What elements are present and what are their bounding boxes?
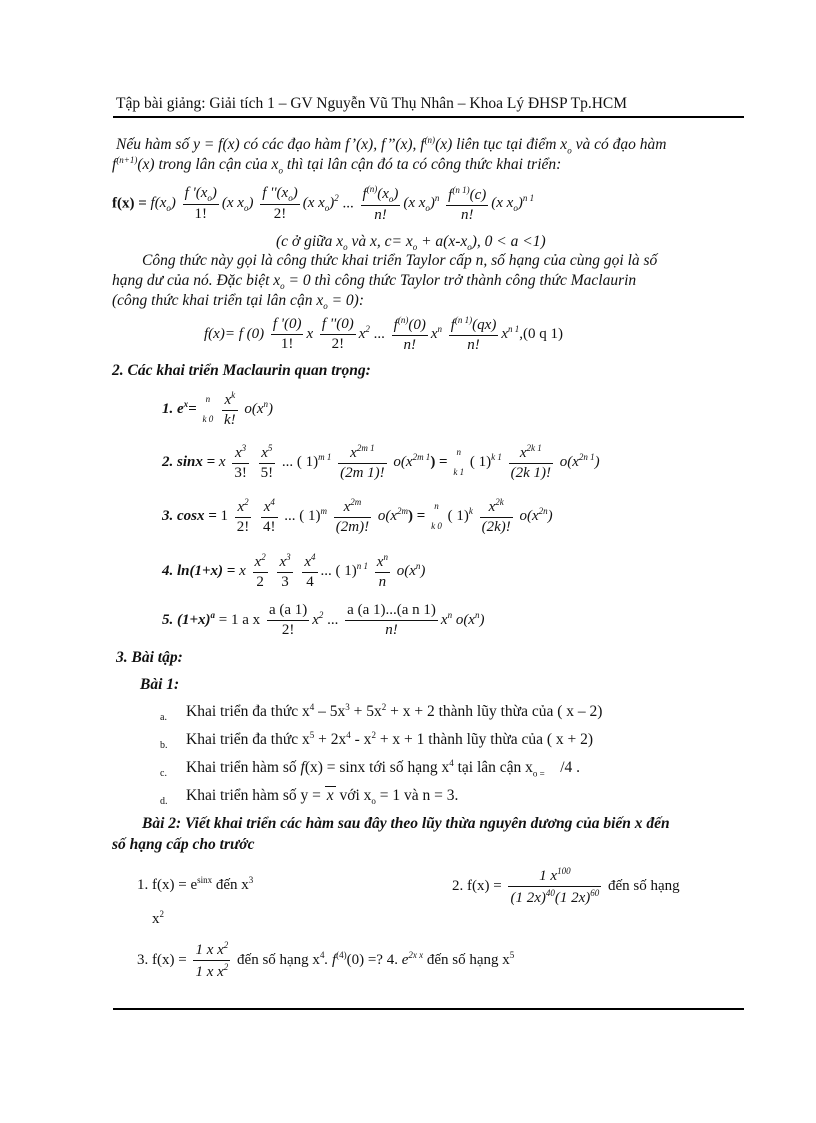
exponent: (n 1) bbox=[452, 184, 470, 195]
paren: ) bbox=[517, 195, 523, 212]
frac-num: 1 x x bbox=[195, 942, 224, 958]
binomial-label: 5. (1+x) bbox=[162, 611, 211, 628]
para2-line-2 bbox=[112, 272, 636, 292]
exponent: 2 bbox=[223, 962, 229, 972]
frac-den: n bbox=[378, 574, 387, 590]
frac-num: (0) bbox=[408, 317, 426, 333]
sqrt-arg: x bbox=[326, 787, 334, 804]
maclaurin-formula bbox=[204, 315, 563, 354]
remainder: o(x bbox=[519, 507, 539, 524]
intro-text: Nếu hàm số y = f(x) có các đạo hàm f’(x), f’’(x), f bbox=[116, 136, 425, 154]
exponent: n 1 bbox=[356, 560, 369, 571]
exponent: n bbox=[383, 552, 388, 562]
exercise-3-4 bbox=[137, 940, 514, 981]
term-tail: (x x bbox=[491, 195, 514, 212]
paren: ) bbox=[170, 195, 176, 212]
exponent: (n 1) bbox=[454, 315, 473, 325]
sum-top: n bbox=[205, 393, 211, 404]
frac-den: 3 bbox=[281, 574, 289, 590]
sub-o: o bbox=[324, 203, 330, 214]
term-tail: (x x bbox=[403, 195, 426, 212]
frac-den: 1 x x bbox=[195, 964, 224, 980]
note-text: + a(x-x bbox=[417, 233, 468, 250]
exponent: 60 bbox=[590, 888, 600, 898]
exponent: 2 bbox=[244, 497, 249, 507]
exponent: (n) bbox=[397, 315, 409, 325]
exponent: n bbox=[415, 560, 421, 571]
item-c-label: c. bbox=[160, 768, 167, 779]
intro-text: và có đạo hàm bbox=[571, 136, 667, 154]
ellipsis: ... bbox=[320, 562, 332, 579]
exponent: a bbox=[210, 609, 216, 620]
sum-symbol bbox=[431, 502, 442, 532]
sub-o: o bbox=[467, 242, 472, 253]
frac-num: f ''(x bbox=[262, 185, 289, 201]
sin-term-1 bbox=[232, 443, 249, 482]
frac-num: x bbox=[224, 392, 232, 408]
ln-term-2 bbox=[277, 552, 292, 591]
taylor-term-n bbox=[361, 184, 401, 224]
exponent: n bbox=[447, 609, 453, 620]
exponent: (n) bbox=[366, 184, 378, 194]
bai-2-line-1: Bài 2: Viết khai triển các hàm sau đây theo lũy thừa nguyên dương của biến x đến bbox=[142, 815, 670, 832]
binomial-term-2 bbox=[267, 602, 309, 639]
taylor-term-2 bbox=[260, 185, 300, 223]
sub-o: o bbox=[288, 193, 293, 203]
ellipsis: ... bbox=[342, 195, 354, 212]
const-one: 1 bbox=[220, 507, 229, 524]
frac-den: 2! bbox=[236, 519, 250, 535]
sign: ( 1) bbox=[335, 562, 357, 579]
exponent: 2k bbox=[495, 497, 504, 507]
frac-num: x bbox=[261, 445, 268, 461]
ex2-text: đến số hạng bbox=[608, 877, 680, 894]
paren: ) bbox=[248, 195, 254, 212]
exponent: m 1 bbox=[318, 451, 332, 462]
ex1-text: đến x bbox=[212, 877, 249, 893]
sqrt-x bbox=[325, 786, 336, 806]
exponent: 4 bbox=[270, 497, 275, 507]
ellipsis: ... bbox=[281, 453, 294, 470]
item-d-label: d. bbox=[160, 796, 168, 807]
maclaurin-lhs: f(x)= bbox=[204, 325, 235, 342]
frac-num: x bbox=[343, 499, 351, 515]
expansion-exp bbox=[162, 390, 273, 429]
footer-rule bbox=[113, 1008, 744, 1010]
frac-den: 2! bbox=[331, 336, 345, 352]
expansion-cos bbox=[162, 497, 553, 536]
remainder: o(x bbox=[455, 611, 475, 628]
exponent: 100 bbox=[557, 866, 571, 876]
frac-num: x bbox=[350, 445, 357, 461]
bai-2-line-2: số hạng cấp cho trước bbox=[112, 836, 255, 853]
para2-line-1: Công thức này gọi là công thức khai triển Taylor cấp n, số hạng của cùng gọi là số bbox=[142, 252, 658, 269]
frac-num: f bbox=[448, 186, 453, 203]
intro-text: (x) liên tục tại điểm x bbox=[435, 136, 568, 154]
item-c-text: Khai triển hàm số f(x) = sinx tới số hạng $x^4$ tại lân cận $x_{o =}$ /4 . bbox=[186, 758, 581, 779]
exponent: 2m bbox=[397, 505, 409, 516]
sub-o: o bbox=[280, 281, 285, 292]
exponent: 3 bbox=[286, 552, 291, 562]
sub-o: o bbox=[166, 203, 171, 214]
item-a-label: a. bbox=[160, 712, 167, 723]
remainder: o(x bbox=[393, 453, 413, 470]
frac-num: x bbox=[263, 499, 271, 515]
exponent: sinx bbox=[197, 875, 213, 885]
sum-top: n bbox=[456, 446, 461, 457]
frac-num: x bbox=[376, 554, 384, 570]
exponent: k bbox=[468, 505, 473, 516]
sign: ( 1) bbox=[299, 507, 321, 524]
paren: ) bbox=[268, 400, 274, 417]
var-x: x bbox=[306, 325, 314, 342]
frac-den: 2 bbox=[256, 574, 264, 590]
frac-num: a (a 1)...(a n 1) bbox=[345, 602, 438, 621]
exponent: m bbox=[320, 505, 328, 516]
exponent: (4) bbox=[336, 949, 347, 960]
remainder: o(x bbox=[396, 562, 416, 579]
item-b-label: b. bbox=[160, 740, 168, 751]
sub-o: o bbox=[513, 203, 518, 214]
sub-o: o bbox=[343, 242, 348, 253]
exponent: 2 bbox=[261, 552, 266, 562]
frac-den: 4 bbox=[306, 574, 314, 590]
term-tail: (x x bbox=[221, 195, 244, 212]
frac-num: x bbox=[237, 499, 245, 515]
ellipsis: ... bbox=[327, 611, 339, 628]
exp-label: 1. e bbox=[162, 400, 184, 417]
taylor-lhs: f(x) = bbox=[112, 195, 147, 212]
exponent: 4 bbox=[311, 552, 316, 562]
intro-sup: (n+1) bbox=[116, 155, 138, 165]
equals: = 1 bbox=[218, 611, 239, 628]
frac-num: x bbox=[254, 554, 262, 570]
paren: ) bbox=[393, 186, 399, 202]
cos-label: 3. cosx = bbox=[162, 507, 217, 524]
exp-term bbox=[222, 390, 238, 429]
sub-o: o bbox=[323, 301, 328, 312]
cos-term-1 bbox=[235, 497, 252, 536]
frac-num: f bbox=[393, 317, 398, 333]
maclaurin-term-n bbox=[392, 315, 428, 354]
expansion-ln bbox=[162, 552, 425, 591]
ex3-text: đến số hạng x bbox=[237, 951, 320, 968]
frac-den: n! bbox=[374, 207, 387, 223]
exponent: 2m 1 bbox=[412, 451, 431, 462]
frac-num: x bbox=[519, 445, 527, 461]
exponent: 4 bbox=[319, 949, 325, 960]
exponent: 2m bbox=[350, 497, 362, 507]
frac-den: (2k)! bbox=[481, 519, 511, 535]
frac-den: 1! bbox=[280, 336, 294, 352]
frac-num: x bbox=[488, 499, 496, 515]
remainder: o(x bbox=[377, 507, 398, 524]
frac-num: x bbox=[304, 554, 312, 570]
frac-num: a (a 1) bbox=[267, 602, 309, 621]
maclaurin-f0: f (0) bbox=[238, 325, 265, 342]
exponent: n 1 bbox=[508, 323, 520, 334]
page-header: Tập bài giảng: Giải tích 1 – GV Nguyễn Vũ Thụ Nhân – Khoa Lý ĐHSP Tp.HCM bbox=[116, 95, 628, 112]
frac-den: n! bbox=[467, 337, 480, 353]
frac-num: (c) bbox=[469, 186, 487, 203]
sub-o: o bbox=[243, 203, 249, 214]
paren: ) bbox=[211, 185, 217, 201]
para-text: (công thức khai triển tại lân cận x bbox=[112, 292, 324, 309]
frac-den: (2m 1)! bbox=[340, 465, 385, 481]
var-x: x bbox=[312, 611, 319, 628]
frac-den: (2k 1)! bbox=[510, 465, 552, 481]
item-b-text: Khai triển đa thức $x^5 + 2x^4 - x^2 + x + 1$ thành lũy thừa của ( x + 2) bbox=[186, 730, 594, 749]
frac-den: 5! bbox=[260, 465, 274, 481]
ellipsis: ... bbox=[373, 325, 385, 342]
sign: ( 1) bbox=[469, 453, 492, 470]
ln-label: 4. ln(1+x) = bbox=[162, 562, 236, 579]
maclaurin-remainder bbox=[449, 315, 499, 354]
exponent: 2 bbox=[159, 909, 164, 919]
exponent: n bbox=[437, 323, 442, 334]
exponent: 5 bbox=[267, 443, 273, 453]
intro-sub: o bbox=[278, 165, 283, 176]
para-text: hạng dư của nó. Đặc biệt x bbox=[112, 272, 281, 289]
frac-den: (1 2x) bbox=[554, 890, 591, 906]
exponent: 2x x bbox=[408, 949, 424, 960]
ex3-text: (0) =? 4. bbox=[346, 951, 398, 968]
cos-term-m bbox=[334, 497, 371, 536]
term-tail: (x x bbox=[302, 195, 325, 212]
frac-den: 2! bbox=[273, 206, 287, 222]
paren: ) bbox=[420, 562, 426, 579]
sum-bottom: k 1 bbox=[453, 466, 465, 477]
term-ax: a x bbox=[242, 611, 261, 628]
sum-bottom: k 0 bbox=[431, 520, 442, 531]
sub-o: o bbox=[388, 194, 394, 204]
paren: ) bbox=[547, 507, 553, 524]
frac-num: x bbox=[234, 445, 242, 461]
exponent: 2 bbox=[318, 609, 324, 620]
frac-den: 2! bbox=[281, 622, 295, 638]
sub-o: o bbox=[207, 193, 212, 203]
equals: ) = bbox=[408, 507, 426, 524]
paren: ) bbox=[292, 185, 298, 201]
sin-term-m bbox=[338, 443, 387, 482]
para-text: = 0 thì công thức Taylor trở thành công thức Maclaurin bbox=[284, 272, 637, 289]
frac-num: f ''(0) bbox=[320, 316, 356, 335]
intro-text: thì tại lân cận đó ta có công thức khai triển: bbox=[282, 156, 562, 174]
sub-o: o bbox=[412, 242, 418, 253]
exponent: n 1 bbox=[522, 193, 535, 204]
exponent: n bbox=[434, 193, 440, 204]
exponent: 40 bbox=[545, 888, 555, 898]
var-x: x bbox=[501, 325, 508, 342]
intro-sub: o bbox=[567, 145, 572, 156]
ex1-text: 1. f(x) = e bbox=[137, 877, 198, 893]
exponent: 2 bbox=[365, 323, 370, 334]
var-x: x bbox=[218, 453, 226, 470]
var-x: x bbox=[239, 562, 246, 579]
exponent: 2n 1 bbox=[578, 451, 595, 462]
bai-1-title: Bài 1: bbox=[140, 676, 180, 693]
sign: ( 1) bbox=[296, 453, 319, 470]
frac-den: (2m)! bbox=[335, 519, 370, 535]
ln-term-3 bbox=[302, 552, 317, 591]
exercise-1 bbox=[137, 875, 253, 894]
note-text: và x, c= x bbox=[347, 233, 413, 250]
exponent: x bbox=[183, 398, 189, 409]
frac-den: n! bbox=[403, 337, 416, 353]
exponent: 3 bbox=[248, 875, 254, 885]
frac-den: k! bbox=[223, 412, 236, 428]
var-x: x bbox=[430, 325, 438, 342]
binomial-term-n bbox=[345, 602, 438, 639]
taylor-remainder bbox=[446, 185, 488, 224]
sum-symbol bbox=[202, 395, 213, 425]
exercise-2-wrap bbox=[152, 909, 164, 928]
frac-num: (qx) bbox=[472, 317, 497, 333]
cos-term-k bbox=[480, 497, 513, 536]
intro-text: f bbox=[112, 156, 117, 174]
frac-num: f '(x bbox=[184, 185, 208, 201]
section-3-title: 3. Bài tập: bbox=[116, 649, 183, 666]
frac-num: (x bbox=[377, 186, 389, 202]
equals: = bbox=[188, 400, 197, 417]
ex4-text: đến số hạng x bbox=[423, 951, 510, 968]
ex3-fraction bbox=[193, 940, 230, 981]
exponent: 2m 1 bbox=[356, 443, 375, 453]
sin-term-k bbox=[509, 443, 553, 482]
c-note bbox=[276, 233, 546, 253]
sin-term-2 bbox=[259, 443, 276, 482]
exponent: 2 bbox=[334, 193, 339, 204]
taylor-term-1 bbox=[183, 185, 219, 223]
remainder: o(x bbox=[559, 453, 579, 470]
frac-num: f bbox=[450, 317, 455, 333]
exponent: k 1 bbox=[491, 451, 502, 462]
sum-symbol bbox=[453, 448, 464, 478]
paren: ) bbox=[329, 195, 335, 212]
sum-bottom: k 0 bbox=[202, 413, 214, 424]
para-text: = 0): bbox=[327, 292, 364, 309]
sign: ( 1) bbox=[447, 507, 469, 524]
ln-term-1 bbox=[253, 552, 268, 591]
paren: ) bbox=[429, 195, 435, 212]
frac-num: 1 x bbox=[539, 868, 558, 884]
paren: ) bbox=[479, 611, 485, 628]
sum-top: n bbox=[434, 500, 439, 511]
cos-term-2 bbox=[261, 497, 278, 536]
frac-den: n! bbox=[385, 622, 398, 638]
expansion-sin bbox=[162, 443, 600, 482]
ex2-text: 2. f(x) = bbox=[452, 877, 502, 894]
paren: ) bbox=[594, 453, 600, 470]
exponent: 2n bbox=[538, 505, 548, 516]
item-a-text: Khai triển đa thức $x^4 - 5x^3 + 5x^2 + x + 2$ thành lũy thừa của ( x – 2) bbox=[186, 702, 603, 721]
frac-den: n! bbox=[460, 206, 474, 223]
header-rule bbox=[113, 116, 744, 118]
sub-o: o bbox=[425, 203, 430, 214]
expansion-binomial bbox=[162, 602, 484, 639]
var-x: x bbox=[440, 611, 448, 628]
taylor-f0: f(x bbox=[150, 195, 167, 212]
note-text: ), 0 < a <1) bbox=[471, 233, 546, 250]
exponent: 2 bbox=[223, 940, 229, 950]
frac-num: f '(0) bbox=[271, 316, 304, 335]
ln-term-n bbox=[375, 552, 390, 591]
remainder: o(x bbox=[244, 400, 264, 417]
condition: ,(0 q 1) bbox=[519, 325, 563, 342]
equals: ) = bbox=[430, 453, 448, 470]
ex2-wrap: x bbox=[152, 911, 160, 927]
ex2-fraction bbox=[508, 866, 601, 907]
ex3-text: 3. f(x) = bbox=[137, 951, 187, 968]
maclaurin-term-1 bbox=[271, 316, 304, 353]
frac-den: 1! bbox=[194, 206, 208, 222]
frac-num: x bbox=[279, 554, 287, 570]
var-x: x bbox=[358, 325, 366, 342]
taylor-formula bbox=[112, 184, 534, 224]
intro-text: (x) trong lân cận của x bbox=[137, 156, 279, 174]
frac-den: 4! bbox=[263, 519, 276, 535]
exponent: 2k 1 bbox=[526, 443, 542, 453]
ex4-text: e bbox=[401, 951, 409, 968]
exponent: n bbox=[263, 398, 269, 409]
exponent: k bbox=[231, 390, 236, 400]
frac-den: (1 2x) bbox=[510, 890, 546, 906]
item-d-text: Khai triển hàm số y = x với $x_o = 1$ và n = 3. bbox=[186, 787, 459, 807]
ex3-text: . f bbox=[324, 951, 337, 968]
exponent: 5 bbox=[509, 949, 515, 960]
sin-label: 2. sinx = bbox=[162, 453, 216, 470]
note-text: (c ở giữa x bbox=[276, 233, 344, 250]
para2-line-3 bbox=[112, 292, 364, 312]
intro-line-1 bbox=[116, 135, 666, 156]
frac-num: f bbox=[362, 186, 367, 202]
ellipsis: ... bbox=[284, 507, 296, 524]
section-2-title: 2. Các khai triển Maclaurin quan trọng: bbox=[112, 362, 371, 379]
exercise-2 bbox=[452, 866, 680, 907]
frac-den: 3! bbox=[234, 465, 247, 481]
maclaurin-term-2 bbox=[320, 316, 356, 353]
intro-line-2 bbox=[112, 155, 561, 176]
exponent: n bbox=[474, 609, 480, 620]
intro-sup: (n) bbox=[424, 135, 436, 145]
exponent: 3 bbox=[241, 443, 247, 453]
